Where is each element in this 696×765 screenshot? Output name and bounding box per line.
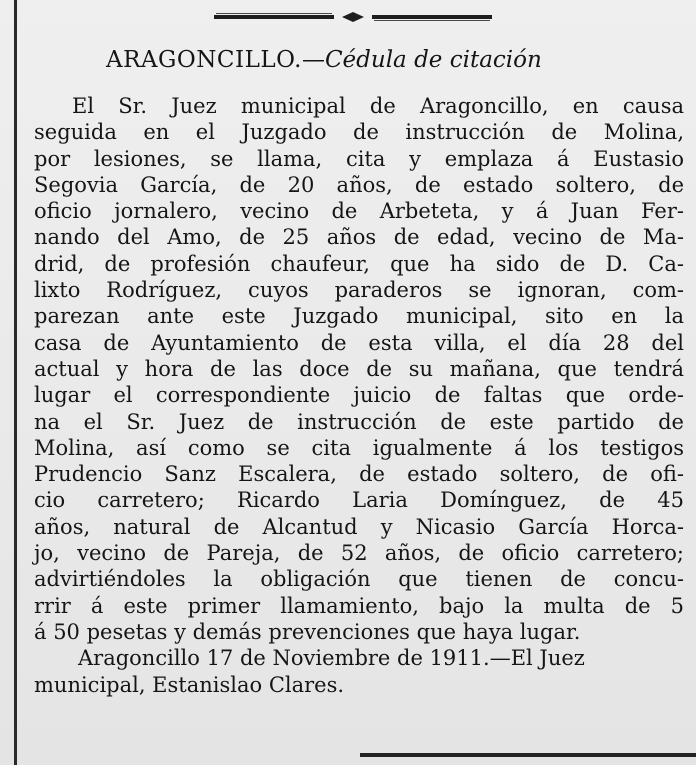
body-line: Molina, así como se cita igualmente á los testigos	[34, 435, 684, 460]
body-line: El Sr. Juez municipal de Aragoncillo, en causa	[72, 94, 684, 118]
body-line: años, natural de Alcantud y Nicasio García Horca-	[34, 514, 684, 539]
body-line: Segovia García, de 20 años, de estado soltero, de	[34, 172, 684, 197]
headline-subtitle: Cédula de citación	[324, 47, 542, 73]
bottom-rule	[360, 753, 696, 757]
signature-line: municipal, Estanislao Clares.	[34, 672, 345, 697]
body-line: cio carretero; Ricardo Laria Domínguez, de 45	[34, 488, 684, 513]
body-line: lugar el correspondiente juicio de faltas que orde-	[34, 383, 684, 408]
body-line: Prudencio Sanz Escalera, de estado soltero, de ofi-	[34, 462, 684, 487]
body-line: rrir á este primer llamamiento, bajo la multa de 5	[34, 593, 684, 618]
ornamental-divider	[214, 11, 492, 23]
body-line: parezan ante este Juzgado municipal, sito en la	[34, 304, 684, 329]
headline-place: ARAGONCILLO.	[106, 47, 302, 73]
headline-separator: —	[301, 47, 325, 73]
body-line: advirtiéndoles la obligación que tienen de concu-	[34, 567, 684, 592]
body-line: actual y hora de las doce de su mañana, que tendrá	[34, 356, 684, 381]
body-line: nando del Amo, de 25 años de edad, vecino de Ma-	[34, 225, 684, 250]
body-line: na el Sr. Juez de instrucción de este partido de	[34, 409, 684, 434]
notice-body	[34, 93, 684, 698]
body-line: oficio jornalero, vecino de Arbeteta, y á Juan Fer-	[34, 199, 684, 224]
signature-line: Aragoncillo 17 de Noviembre de 1911.—El Juez	[78, 646, 585, 671]
body-line: por lesiones, se llama, cita y emplaza á Eustasio	[34, 146, 684, 171]
notice-headline	[106, 46, 666, 74]
body-line: casa de Ayuntamiento de esta villa, el día 28 del	[34, 330, 684, 355]
body-line: jo, vecino de Pareja, de 52 años, de oficio carretero;	[34, 541, 684, 566]
body-line: drid, de profesión chaufeur, que ha sido de D. Ca-	[34, 251, 684, 276]
body-line: lixto Rodríguez, cuyos paraderos se ignoran, com-	[34, 278, 684, 303]
body-line: á 50 pesetas y demás prevenciones que haya lugar.	[34, 619, 581, 644]
column-rule	[14, 0, 17, 765]
body-line: seguida en el Juzgado de instrucción de Molina,	[34, 120, 684, 145]
